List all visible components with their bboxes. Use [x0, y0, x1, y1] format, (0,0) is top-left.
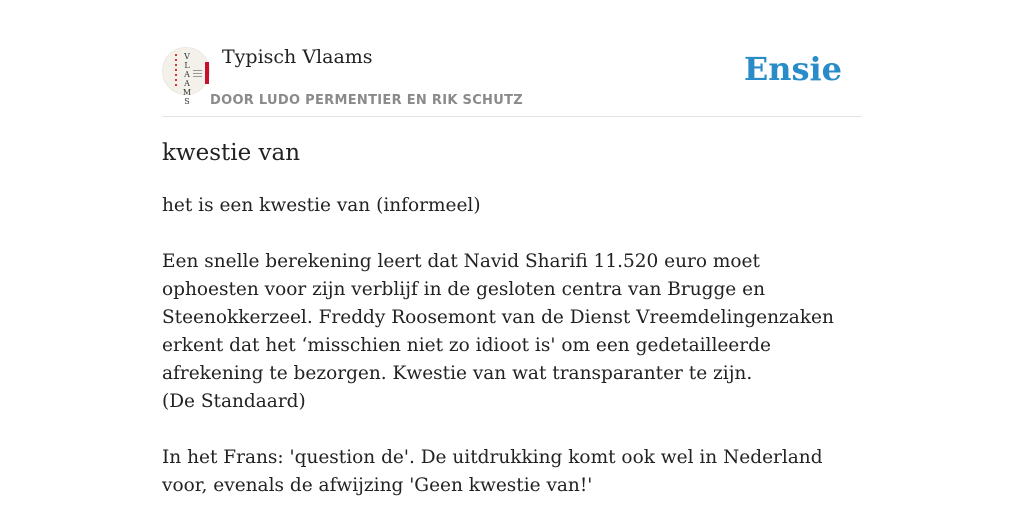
entry-example: [162, 248, 862, 416]
header: [162, 0, 862, 117]
entry-example-text: Een snelle berekening leert dat Navid Sharifi 11.520 euro moet ophoesten voor zijn verblijf in de gesloten centra van Brugge en Steenokkerzeel. Freddy Roosemont van de Dienst Vreemdelingenzaken erkent dat het ‘misschien niet zo idioot is' om een gedetailleerde afrekening te bezorgen. Kwestie van wat transparanter te zijn.: [162, 251, 834, 384]
typisch-vlaams-logo-icon[interactable]: [162, 47, 210, 106]
page: [162, 0, 862, 512]
byline: DOOR LUDO PERMENTIER EN RIK SCHUTZ: [210, 93, 523, 108]
ensie-brand-link[interactable]: Ensie: [743, 50, 842, 88]
entry-title: kwestie van: [162, 140, 301, 166]
site-title[interactable]: Typisch Vlaams: [222, 46, 373, 68]
logo-letters: V L A A M S: [182, 52, 192, 106]
entry-source: (De Standaard): [162, 391, 306, 412]
logo-dots: [175, 54, 177, 88]
entry-body: [162, 192, 862, 528]
logo-red-bar: [205, 62, 209, 84]
entry-note: In het Frans: 'question de'. De uitdrukking komt ook wel in Nederland voor, evenals de afwijzing 'Geen kwestie van!': [162, 447, 823, 496]
entry-definition: het is een kwestie van (informeel): [162, 195, 481, 216]
logo-lines: [193, 70, 202, 78]
